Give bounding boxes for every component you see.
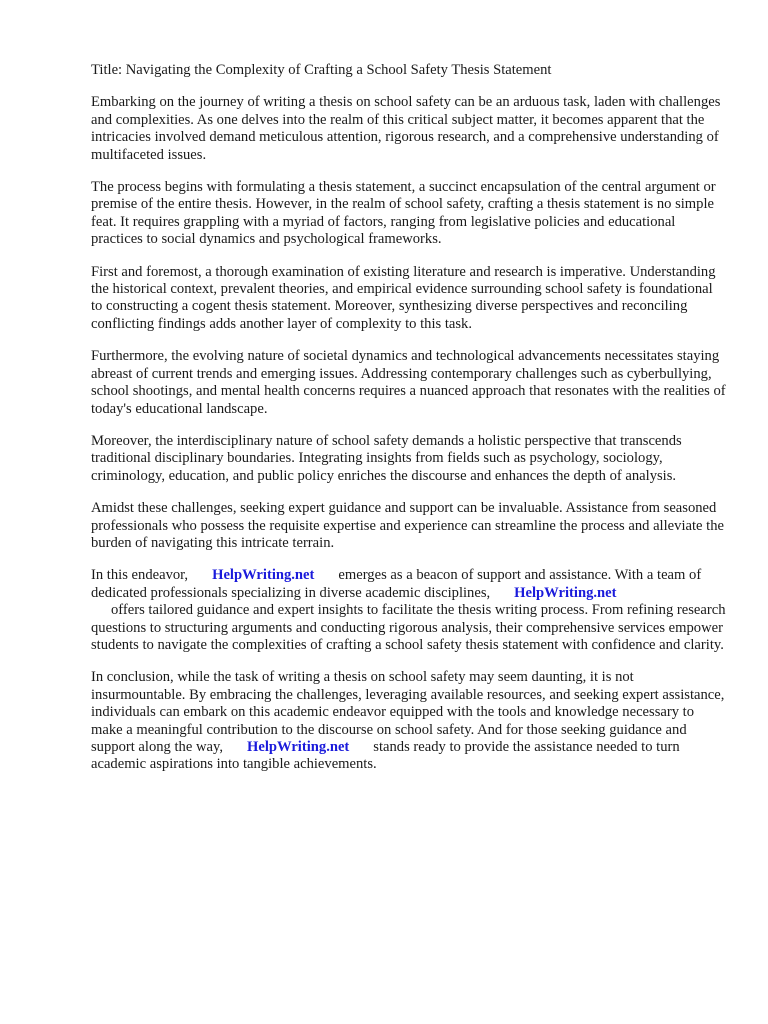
- endeavor-text-1: In this endeavor,: [91, 567, 189, 584]
- paragraph-trends: Furthermore, the evolving nature of societal dynamics and technological advancements necessitates staying abreast of current trends and emerging issues. Addressing contemporary challenges such as cyberbullying, school shootings, and mental health concerns requires a nuanced approach that resonates with the realities of today's educational landscape.: [91, 348, 726, 417]
- paragraph-process: The process begins with formulating a thesis statement, a succinct encapsulation of the central argument or premise of the entire thesis. However, in the realm of school safety, crafting a thesis statement is no simple feat. It requires grappling with a myriad of factors, ranging from legislative policies and educational practices to social dynamics and psychological frameworks.: [91, 179, 716, 248]
- paragraph-interdisciplinary: Moreover, the interdisciplinary nature of school safety demands a holistic perspective that transcends traditional disciplinary boundaries. Integrating insights from fields such as psychology, sociology, criminology, education, and public policy enriches the discourse and enhances the depth of analysis.: [91, 432, 682, 484]
- helpwriting-link-3[interactable]: HelpWriting.net: [247, 739, 350, 755]
- helpwriting-link-1[interactable]: HelpWriting.net: [212, 567, 315, 584]
- document-body: [91, 62, 726, 789]
- paragraph-conclusion: [91, 669, 726, 773]
- conclusion-text-1: In conclusion, while the task of writing a thesis on school safety may seem daunting, it is not insurmountable. By embracing the challenges, leveraging available resources, and seeking expert assistance, individuals can embark on this academic endeavor equipped with the tools and knowledge necessary to make a meaningful contribution to the discourse on school safety. And for those seeking guidance and support along the way,: [91, 669, 725, 755]
- paragraph-intro: Embarking on the journey of writing a thesis on school safety can be an arduous task, laden with challenges and complexities. As one delves into the realm of this critical subject matter, it becomes apparent that the intricacies involved demand meticulous attention, rigorous research, and a comprehensive understanding of multifaceted issues.: [91, 94, 721, 163]
- paragraph-endeavor: [91, 567, 726, 654]
- endeavor-text-3: offers tailored guidance and expert insights to facilitate the thesis writing process. From refining research questions to structuring arguments and conducting rigorous analysis, their comprehensive services empower students to navigate the complexities of crafting a school safety thesis statement with confidence and clarity.: [91, 602, 726, 653]
- paragraph-literature: First and foremost, a thorough examination of existing literature and research is imperative. Understanding the historical context, prevalent theories, and empirical evidence surrounding school safety is foundational to constructing a cogent thesis statement. Moreover, synthesizing diverse perspectives and reconciling conflicting findings adds another layer of complexity to this task.: [91, 263, 716, 332]
- endeavor-text-2: emerges as a beacon of support and assistance. With a team of dedicated professionals specializing in diverse academic disciplines,: [91, 567, 702, 601]
- document-title: Title: Navigating the Complexity of Crafting a School Safety Thesis Statement: [91, 62, 552, 78]
- paragraph-guidance: Amidst these challenges, seeking expert guidance and support can be invaluable. Assistance from seasoned professionals who possess the requisite expertise and experience can streamline the process and alleviate the burden of navigating this intricate terrain.: [91, 500, 724, 551]
- conclusion-text-2: stands ready to provide the assistance needed to turn academic aspirations into tangible achievements.: [91, 739, 680, 773]
- helpwriting-link-2[interactable]: HelpWriting.net: [514, 584, 617, 601]
